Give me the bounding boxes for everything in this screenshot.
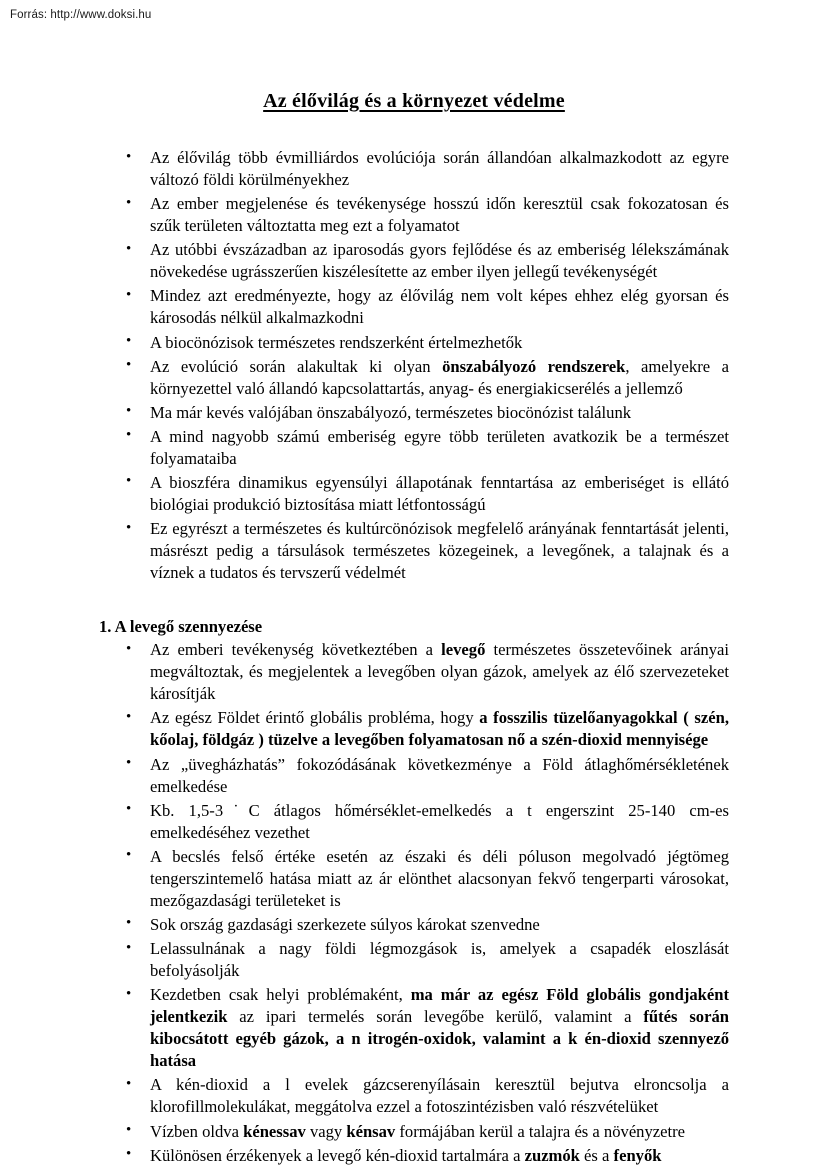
list-item [99, 639, 729, 705]
section-spacer [99, 586, 729, 600]
list-item-text: • Az élővilág több évmilliárdos evolúciója során állandóan alkalmazkodott az egyre változó földi körülményekhez [150, 148, 729, 190]
list-item-text: • Vízben oldva kénessav vagy kénsav formájában kerül a talajra és a növényzetre [150, 1121, 686, 1141]
list-item [99, 147, 729, 191]
list-item [99, 402, 729, 424]
list-item-text: • Ez egyrészt a természetes és kultúrcönózisok megfelelő arányának fenntartását jelenti, másrészt pedig a társulások természetes közegeinek, a levegőnek, a talajnak és a víznek a tudatos és tervszerű védelmét [150, 519, 729, 583]
list-item-text: • Ma már kevés valójában önszabályozó, természetes biocönózist találunk [150, 402, 632, 422]
list-item-text: • Különösen érzékenyek a levegő kén-dioxid tartalmára a zuzmók és a fenyők [150, 1145, 662, 1165]
list-item-text: • Mindez azt eredményezte, hogy az élővilág nem volt képes ehhez elég gyorsan és károsodás nélkül alkalmazkodni [150, 286, 729, 328]
list-item-text: • A kén-dioxid a l evelek gázcserenyílásain keresztül bejutva elroncsolja a klorofillmolekulákat, meggátolva ezzel a fotoszintézisben való részvételüket [150, 1075, 729, 1117]
list-item [99, 285, 729, 329]
intro-bullet-list [99, 147, 729, 584]
list-item-text: • Az utóbbi évszázadban az iparosodás gyors fejlődése és az emberiség lélekszámának növekedése ugrásszerűen kiszélesítette az ember ilyen jellegű tevékenységét [150, 240, 729, 282]
list-item [99, 754, 729, 798]
section-heading-air-pollution: 1. A levegő szennyezése [99, 617, 263, 637]
list-item-text: • A becslés felső értéke esetén az északi és déli póluson megolvadó jégtömeg tengerszintemelő hatása miatt az ár elönthet alacsonyan fekvő tengerparti városokat, mezőgazdasági területeket is [150, 846, 729, 910]
list-item [99, 1145, 729, 1167]
list-item [99, 846, 729, 912]
list-item [99, 332, 729, 354]
list-item [99, 518, 729, 584]
list-item-text: • Az „üvegházhatás” fokozódásának következménye a Föld átlaghőmérsékletének emelkedése [150, 754, 729, 796]
list-item [99, 707, 729, 751]
list-item [99, 472, 729, 516]
list-item-text: • Az evolúció során alakultak ki olyan önszabályozó rendszerek, amelyekre a környezettel való állandó kapcsolattartás, anyag- és energiakicserélés a jellemző [150, 356, 729, 398]
list-item [99, 193, 729, 237]
list-item [99, 938, 729, 982]
source-url-stamp: Forrás: http://www.doksi.hu [10, 9, 152, 21]
list-item-text: • Az egész Földet érintő globális probléma, hogy a fosszilis tüzelőanyagokkal ( szén, kőolaj, földgáz ) tüzelve a levegőben folyamatosan nő a szén-dioxid mennyisége [150, 708, 730, 750]
list-item-text: • Lelassulnának a nagy földi légmozgások is, amelyek a csapadék eloszlását befolyásolják [150, 939, 729, 981]
section-1-bullet-list [99, 639, 729, 1166]
list-item [99, 1074, 729, 1118]
list-item [99, 239, 729, 283]
list-item [99, 800, 729, 844]
list-item-text: • Az ember megjelenése és tevékenysége hosszú időn keresztül csak fokozatosan és szűk területen változtatta meg ezt a folyamatot [150, 194, 729, 236]
list-item-text: • Sok ország gazdasági szerkezete súlyos károkat szenvedne [150, 914, 540, 934]
list-item [99, 914, 729, 936]
list-item [99, 426, 729, 470]
list-item-text: • Az emberi tevékenység következtében a levegő természetes összetevőinek arányai megváltoztak, és megjelentek a levegőben olyan gázok, amelyek az élő szervezeteket károsítják [150, 640, 730, 704]
document-content [99, 90, 729, 1169]
list-item-text: • Kb. 1,5-3˙C átlagos hőmérséklet-emelkedés a t engerszint 25-140 cm-es emelkedéséhez vezethet [150, 800, 729, 842]
list-item-text: • Kezdetben csak helyi problémaként, ma már az egész Föld globális gondjaként jelentkezik az ipari termelés során levegőbe kerülő, valamint a fűtés során kibocsátott egyéb gázok, a n itrogén-oxidok, valamint a k én-dioxid szennyező hatása [150, 985, 729, 1071]
list-item [99, 356, 729, 400]
list-item-text: • A biocönózisok természetes rendszerként értelmezhetők [150, 332, 523, 352]
page-title: Az élővilág és a környezet védelme [263, 90, 565, 112]
list-item [99, 984, 729, 1072]
list-item-text: • A bioszféra dinamikus egyensúlyi állapotának fenntartása az emberiséget is ellátó biológiai produkció biztosítása miatt létfontosságú [150, 472, 729, 514]
list-item-text: • A mind nagyobb számú emberiség egyre több területen avatkozik be a természet folyamataiba [150, 426, 729, 468]
list-item [99, 1121, 729, 1143]
